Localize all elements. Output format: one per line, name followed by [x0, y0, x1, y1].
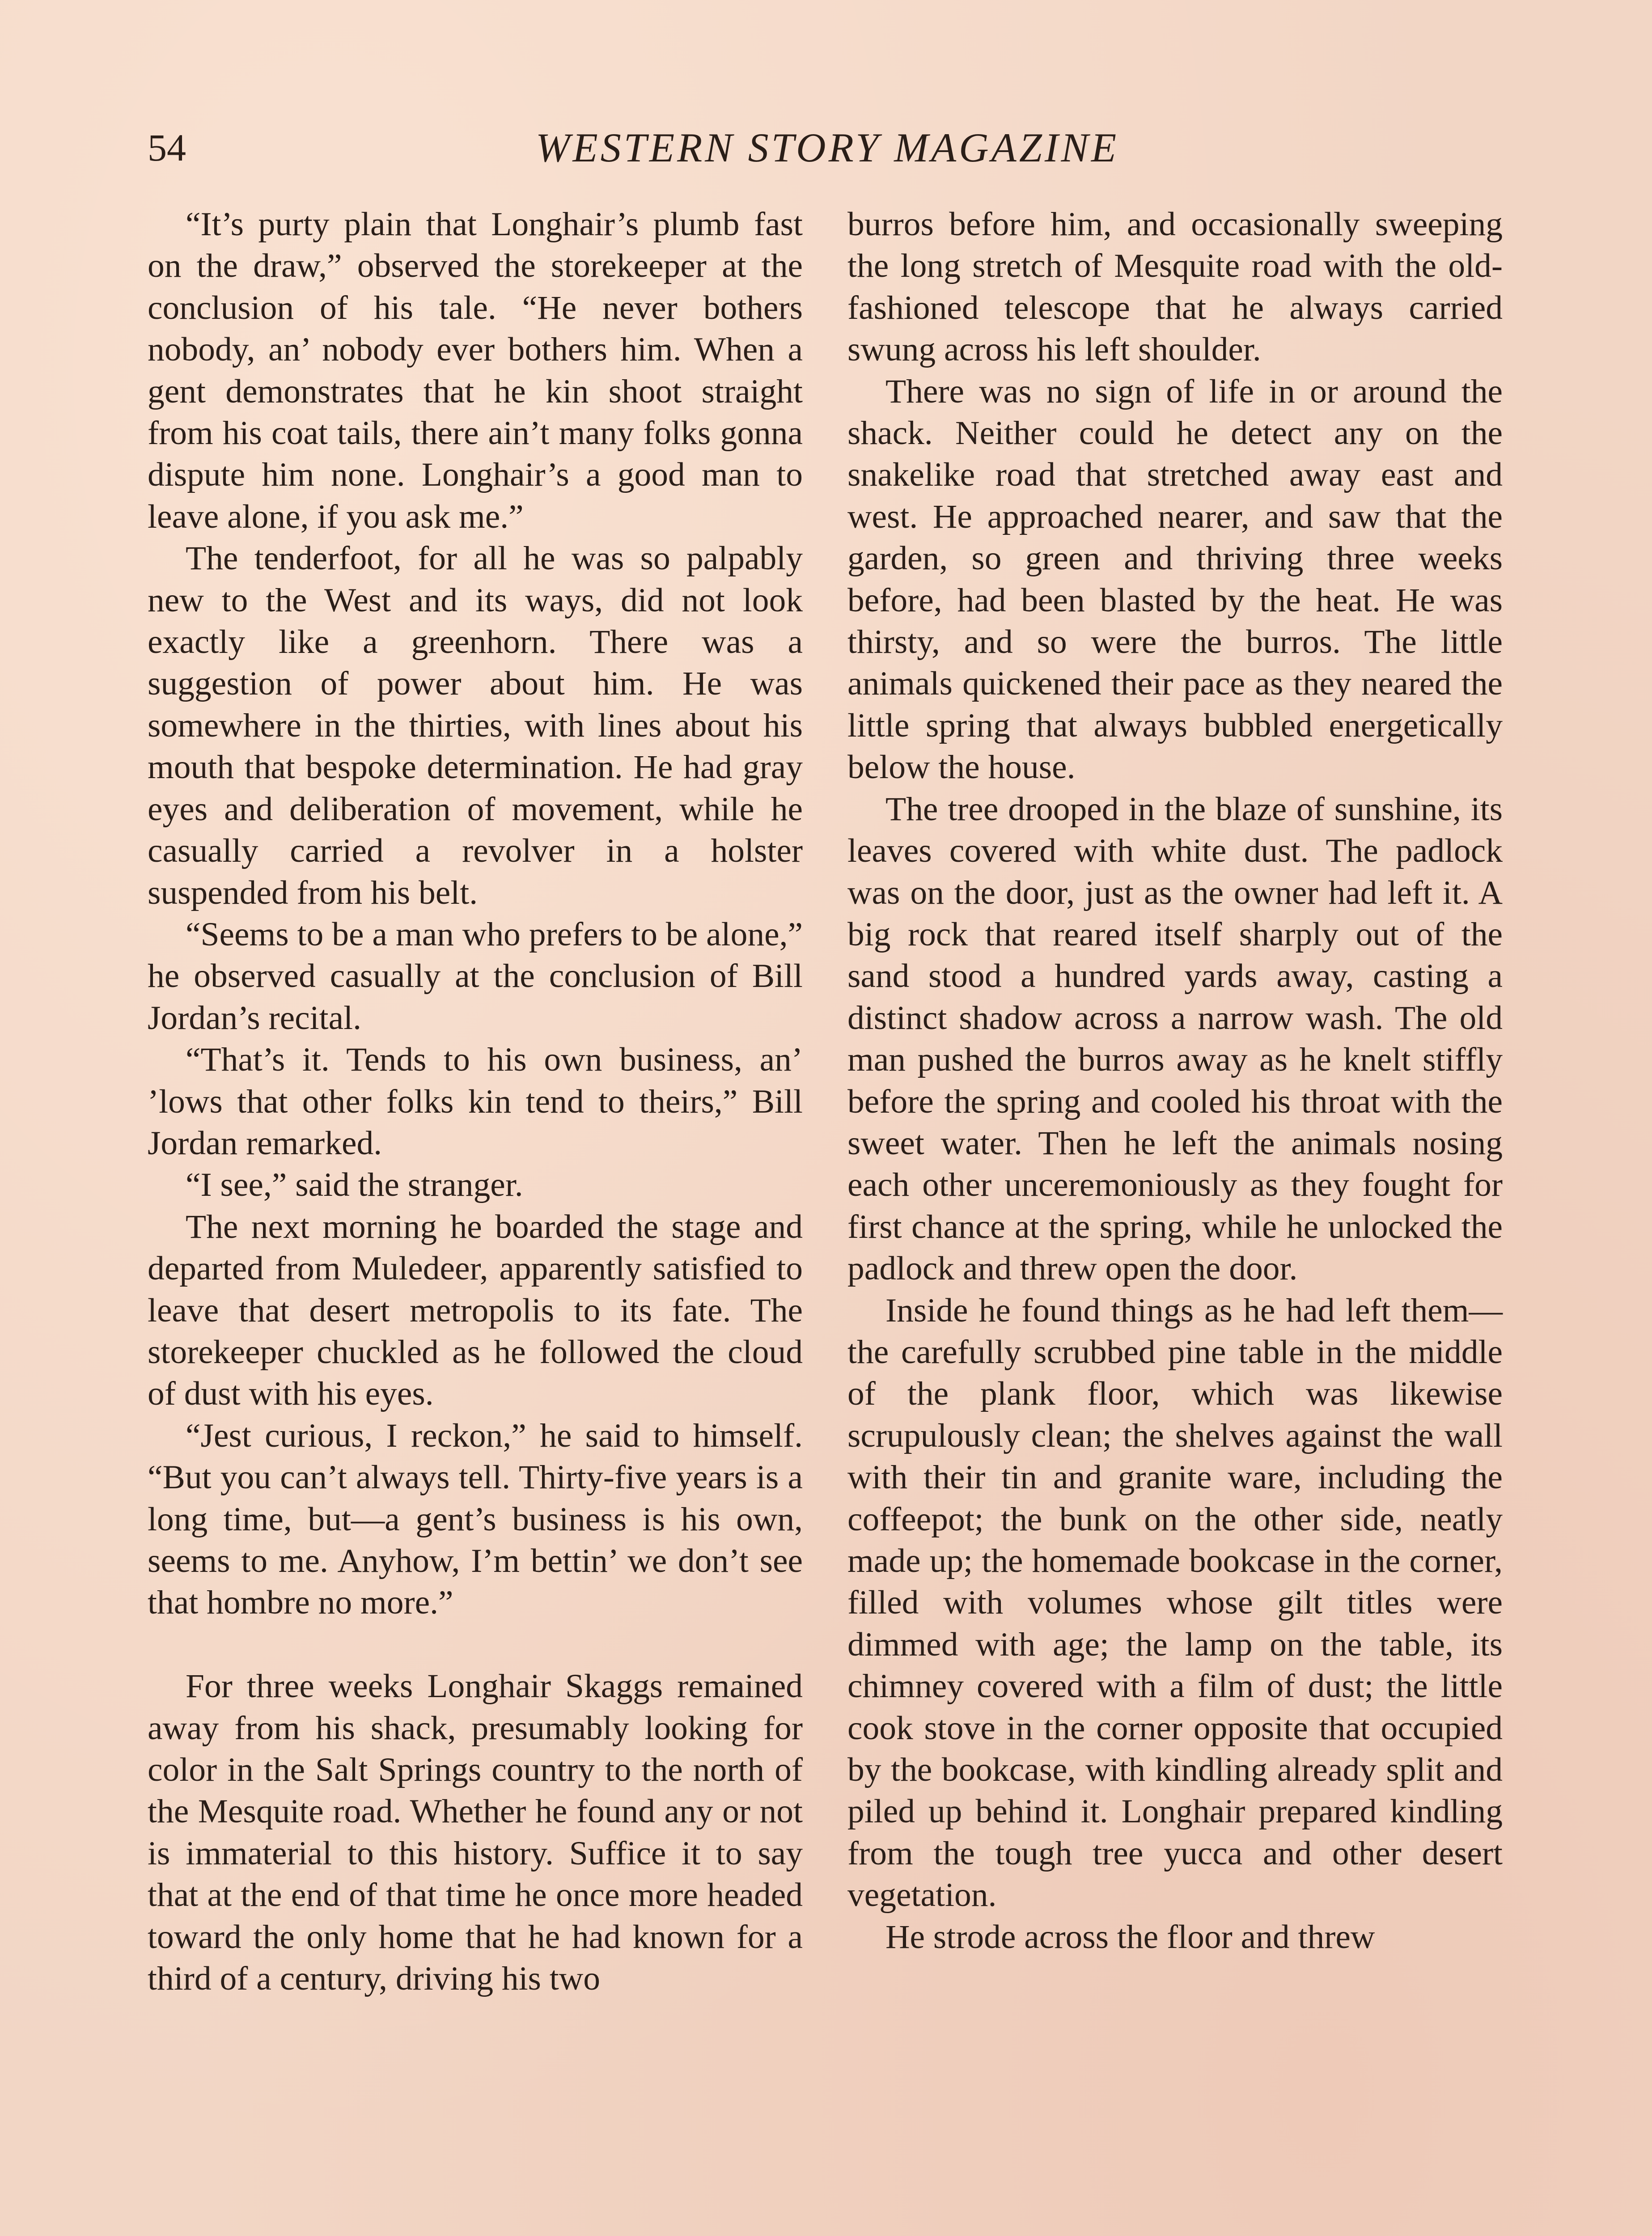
paragraph: For three weeks Longhair Skaggs remained away from his shack, presumably looking for color in the Salt Springs country to the north of the Mesquite road. Whether he found any or not is immaterial to this history. Suffice it to say that at the end of that time he once more headed toward the only home that he had known for a third of a century, driving his two [148, 1668, 803, 1998]
paragraph: The tenderfoot, for all he was so palpably new to the West and its ways, did not look exactly like a greenhorn. There was a suggestion of power about him. He was somewhere in the thirties, with lines about his mouth that bespoke determination. He had gray eyes and deliberation of movement, while he casually carried a revolver in a holster suspended from his belt. [148, 540, 803, 911]
paragraph: “That’s it. Tends to his own business, an’ ’lows that other folks kin tend to theirs,” Bill Jordan remarked. [148, 1041, 803, 1162]
paragraph: “I see,” said the stranger. [186, 1166, 523, 1204]
paragraph: “It’s purty plain that Longhair’s plumb fast on the draw,” observed the storekeeper at the conclusion of his tale. “He never bothers nobody, an’ nobody ever bothers him. When a gent demonstrates that he kin shoot straight from his coat tails, there ain’t many folks gonna dispute him none. Longhair’s a good man to leave alone, if you ask me.” [148, 206, 803, 535]
paragraph: The next morning he boarded the stage and departed from Muledeer, apparently satisfied to leave that desert metropolis to its fate. The storekeeper chuckled as he followed the cloud of dust with his eyes. [148, 1208, 803, 1413]
right-column [847, 203, 1503, 1958]
paragraph: Inside he found things as he had left them—the carefully scrubbed pine table in the middle of the plank floor, which was likewise scrupulously clean; the shelves against the wall with their tin and granite ware, including the coffeepot; the bunk on the other side, neatly made up; the homemade bookcase in the corner, filled with volumes whose gilt titles were dimmed with age; the lamp on the table, its chimney covered with a film of dust; the little cook stove in the corner opposite that occupied by the bookcase, with kindling already split and piled up behind it. Longhair prepared kindling from the tough tree yucca and other desert vegetation. [847, 1292, 1503, 1914]
running-head: WESTERN STORY MAGAZINE [535, 125, 1119, 170]
page-header [148, 121, 1507, 174]
paragraph: There was no sign of life in or around the shack. Neither could he detect any on the snakelike road that stretched away east and west. He approached nearer, and saw that the garden, so green and thriving three weeks before, had been blasted by the heat. He was thirsty, and so were the burros. The little animals quickened their pace as they neared the little spring that always bubbled energetically below the house. [847, 373, 1503, 786]
page-number: 54 [148, 126, 186, 169]
left-column [148, 203, 803, 1999]
paragraph: “Jest curious, I reckon,” he said to himself. “But you can’t always tell. Thirty-five years is a long time, but—a gent’s business is his own, seems to me. Anyhow, I’m bettin’ we don’t see that hombre no more.” [148, 1417, 803, 1622]
paragraph: “Seems to be a man who prefers to be alone,” he observed casually at the conclusion of Bill Jordan’s recital. [148, 915, 803, 1037]
paragraph: The tree drooped in the blaze of sunshine, its leaves covered with white dust. The padlock was on the door, just as the owner had left it. A big rock that reared itself sharply out of the sand stood a hundred yards away, casting a distinct shadow across a narrow wash. The old man pushed the burros away as he knelt stiffly before the spring and cooled his throat with the sweet water. Then he left the animals nosing each other unceremoniously as they fought for first chance at the spring, while he unlocked the padlock and threw open the door. [847, 790, 1503, 1287]
paragraph: He strode across the floor and threw [885, 1918, 1375, 1956]
paragraph: burros before him, and occasionally sweeping the long stretch of Mesquite road with the old-fashioned telescope that he always carried swung across his left shoulder. [847, 206, 1503, 368]
